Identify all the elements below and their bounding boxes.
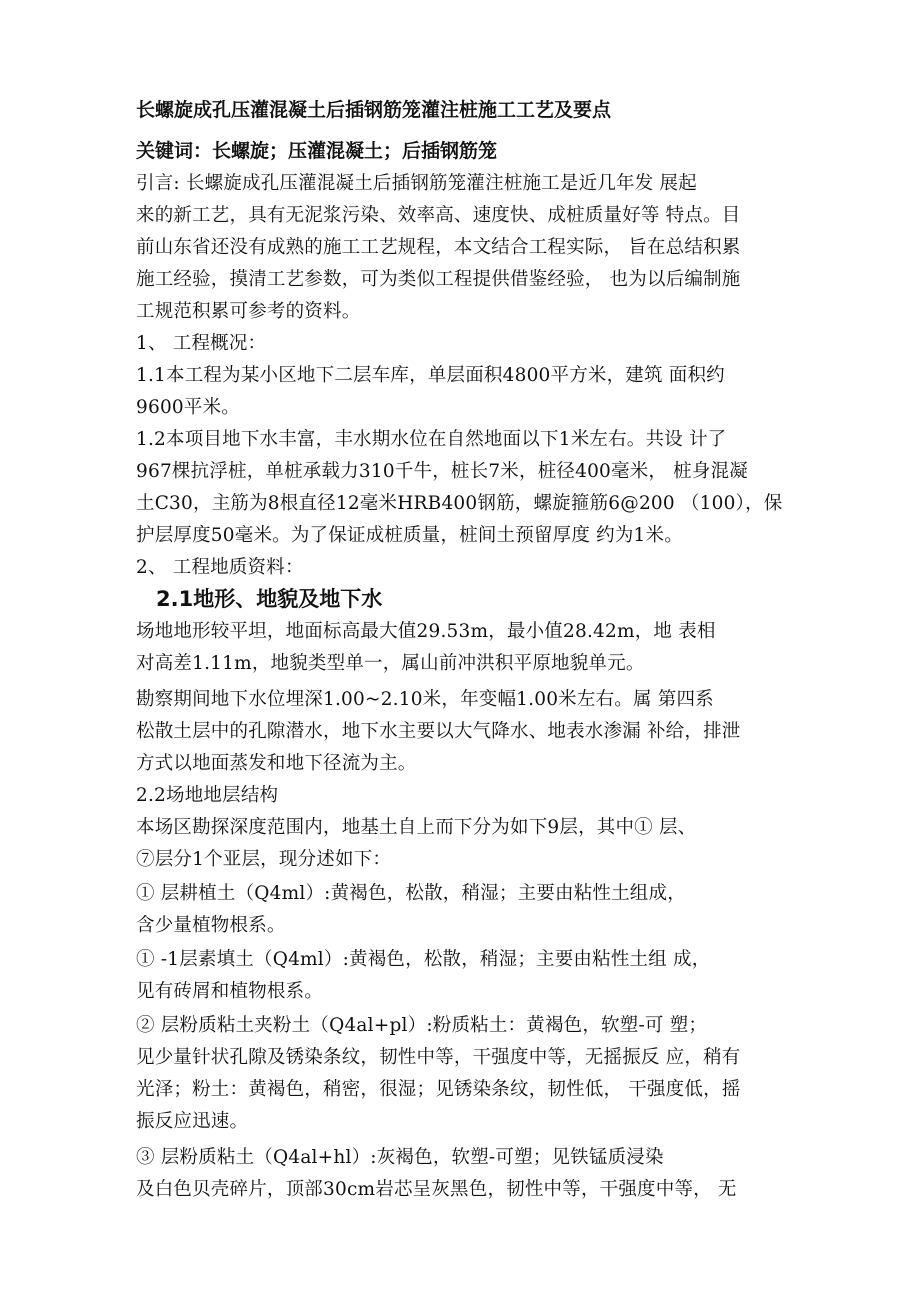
paragraph-line: 含少量植物根系。 <box>136 915 286 936</box>
section-heading-1: 1、 工程概况： <box>136 333 267 354</box>
section-heading-2-2: 2.2场地地层结构 <box>136 785 279 806</box>
paragraph-line: 方式以地面蒸发和地下径流为主。 <box>136 753 417 774</box>
paragraph-line: 见少量针状孔隙及锈染条纹，韧性中等，干强度中等，无摇振反 应，稍有 <box>136 1047 741 1068</box>
paragraph-line: 护层厚度50毫米。为了保证成桩质量，桩间土预留厚度 约为1米。 <box>136 525 683 546</box>
paragraph-line: 土C30，主筋为8根直径12毫米HRB400钢筋，螺旋箍筋6@200 （100），保 <box>136 493 783 514</box>
paragraph-line: 前山东省还没有成熟的施工工艺规程，本文结合工程实际， 旨在总结积累 <box>136 237 741 258</box>
paragraph-line: ⑦层分1个亚层，现分述如下： <box>136 849 392 870</box>
document-title: 长螺旋成孔压灌混凝土后插钢筋笼灌注桩施工工艺及要点 <box>136 99 612 121</box>
paragraph-line: 工规范积累可参考的资料。 <box>136 301 361 322</box>
paragraph-line: 引言: 长螺旋成孔压灌混凝土后插钢筋笼灌注桩施工是近几年发 展起 <box>136 173 697 194</box>
section-heading-2: 2、 工程地质资料： <box>136 557 304 578</box>
paragraph-line: ① 层耕植土（Q4ml）:黄褐色，松散，稍湿；主要由粘性土组成， <box>136 883 686 904</box>
paragraph-line: 勘察期间地下水位埋深1.00~2.10米，年变幅1.00米左右。属 第四系 <box>136 689 714 710</box>
paragraph-line: 光泽；粉土：黄褐色，稍密，很湿；见锈染条纹，韧性低， 干强度低，摇 <box>136 1079 741 1100</box>
paragraph-line: ③ 层粉质粘土（Q4al+hl）:灰褐色，软塑-可塑；见铁锰质浸染 <box>136 1147 664 1168</box>
paragraph-line: 见有砖屑和植物根系。 <box>136 981 324 1002</box>
paragraph-line: ② 层粉质粘土夹粉土（Q4al+pl）:粉质粘土：黄褐色，软塑-可 塑； <box>136 1015 708 1036</box>
paragraph-line: 及白色贝壳碎片，顶部30cm岩芯呈灰黑色，韧性中等，干强度中等， 无 <box>136 1179 737 1200</box>
paragraph-line: 1.2本项目地下水丰富，丰水期水位在自然地面以下1米左右。共设 计了 <box>136 429 727 450</box>
paragraph-line: 场地地形较平坦，地面标高最大值29.53m，最小值28.42m，地 表相 <box>136 621 716 642</box>
paragraph-line: ① -1层素填土（Q4ml）:黄褐色，松散，稍湿；主要由粘性土组 成， <box>136 949 711 970</box>
paragraph-line: 本场区勘探深度范围内，地基土自上而下分为如下9层，其中① 层、 <box>136 817 697 838</box>
paragraph-line: 振反应迅速。 <box>136 1111 249 1132</box>
paragraph-line: 松散土层中的孔隙潜水，地下水主要以大气降水、地表水渗漏 补给，排泄 <box>136 721 741 742</box>
paragraph-line: 1.1本工程为某小区地下二层车库，单层面积4800平方米，建筑 面积约 <box>136 365 725 386</box>
section-heading-2-1: 2.1地形、地貌及地下水 <box>156 587 383 611</box>
paragraph-line: 来的新工艺，具有无泥浆污染、效率高、速度快、成桩质量好等 特点。目 <box>136 205 741 226</box>
paragraph-line: 967棵抗浮桩，单桩承载力310千牛，桩长7米，桩径400毫米， 桩身混凝 <box>136 461 748 482</box>
keywords-line: 关键词：长螺旋；压灌混凝土；后插钢筋笼 <box>136 140 498 162</box>
paragraph-line: 对高差1.11m，地貌类型单一，属山前冲洪积平原地貌单元。 <box>136 653 645 674</box>
paragraph-line: 施工经验，摸清工艺参数，可为类似工程提供借鉴经验， 也为以后编制施 <box>136 269 741 290</box>
paragraph-line: 9600平米。 <box>136 397 240 418</box>
